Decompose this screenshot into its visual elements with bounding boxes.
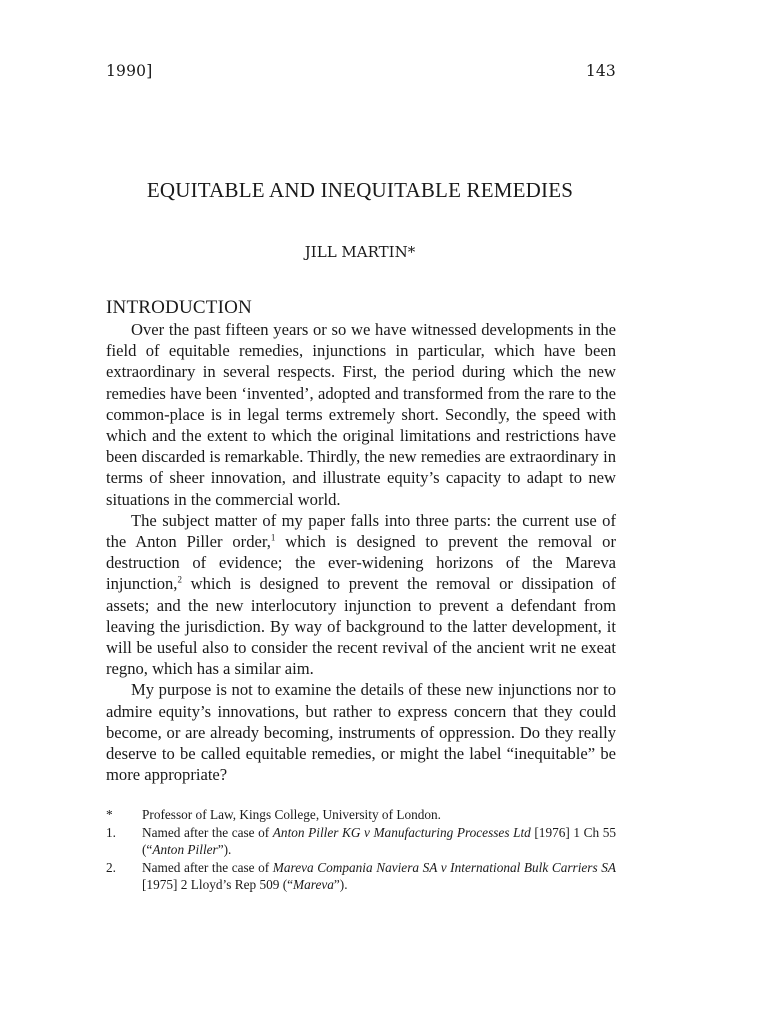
- case-name-italic: Mareva Compania Naviera SA v International Bulk Carriers SA: [272, 859, 616, 875]
- footnotes: [106, 806, 616, 894]
- paragraph-text: which is designed to prevent the removal or dissipation of assets; and the new interlocutory injunction to prevent a defendant from leaving the jurisdiction. By way of background to the latter development, it will be useful also to consider the recent revival of the ancient writ ne exeat regno, which has a similar aim.: [106, 574, 616, 679]
- footnote-text: [142, 859, 616, 894]
- body-text: [106, 319, 616, 785]
- paragraph-text: My purpose is not to examine the details of these new injunctions nor to admire equity’s innovations, but rather to express concern that they could become, or are already becoming, instruments of oppression. Do they really deserve to be called equitable remedies, or might the label “inequitable” be more appropriate?: [106, 680, 616, 785]
- case-short-name-italic: Mareva: [293, 877, 334, 892]
- author-name: JILL MARTIN*: [304, 243, 416, 261]
- page-number: 143: [585, 62, 616, 80]
- footnote-mark: 1.: [106, 824, 116, 840]
- header-year: 1990]: [106, 62, 153, 80]
- paragraph-text: which is designed to prevent the removal or destruction of evidence; the ever-widening horizons of the Mareva injunction,: [106, 532, 616, 594]
- paragraph-1: [106, 319, 616, 510]
- footnote-mark: 2.: [106, 859, 116, 875]
- paragraph-2: [106, 510, 616, 680]
- article-title: EQUITABLE AND INEQUITABLE REMEDIES: [146, 178, 574, 202]
- footnote-text-part: [1976] 1 Ch 55 (“: [142, 824, 616, 857]
- footnote-text-part: ”).: [217, 842, 232, 857]
- footnote-item: [106, 859, 616, 894]
- case-short-name-italic: Anton Piller: [152, 842, 218, 857]
- footnote-text: [142, 824, 616, 859]
- footnote-text-part: ”).: [333, 877, 348, 892]
- paragraph-3: [106, 679, 616, 785]
- footnote-item: [106, 824, 616, 859]
- running-header: [106, 62, 616, 80]
- footnote-mark: *: [106, 807, 113, 822]
- paragraph-text: The subject matter of my paper falls into three parts: the current use of the Anton Piller order,: [106, 510, 616, 552]
- footnote-ref-2: 2: [177, 574, 182, 585]
- footnote-text-part: Named after the case of: [142, 859, 273, 875]
- footnote-text: [142, 806, 616, 824]
- section-heading: INTRODUCTION: [106, 297, 252, 318]
- footnote-text-part: [1975] 2 Lloyd’s Rep 509 (“: [142, 877, 294, 892]
- case-name-italic: Anton Piller KG v Manufacturing Processes Ltd: [272, 824, 531, 840]
- footnote-item: [106, 806, 616, 824]
- paragraph-text: Over the past fifteen years or so we have witnessed developments in the field of equitable remedies, injunctions in particular, which have been extraordinary in several respects. First, the period during which the new remedies have been ‘invented’, adopted and transformed from the rare to the common-place is in legal terms extremely short. Secondly, the speed with which and the extent to which the original limitations and restrictions have been discarded is remarkable. Thirdly, the new remedies are extraordinary in terms of sheer innovation, and illustrate equity’s capacity to adapt to new situations in the commercial world.: [106, 320, 616, 509]
- footnote-ref-1: 1: [270, 532, 276, 543]
- footnote-text-part: Named after the case of: [142, 824, 273, 840]
- footnote-text-part: Professor of Law, Kings College, University of London.: [142, 807, 442, 822]
